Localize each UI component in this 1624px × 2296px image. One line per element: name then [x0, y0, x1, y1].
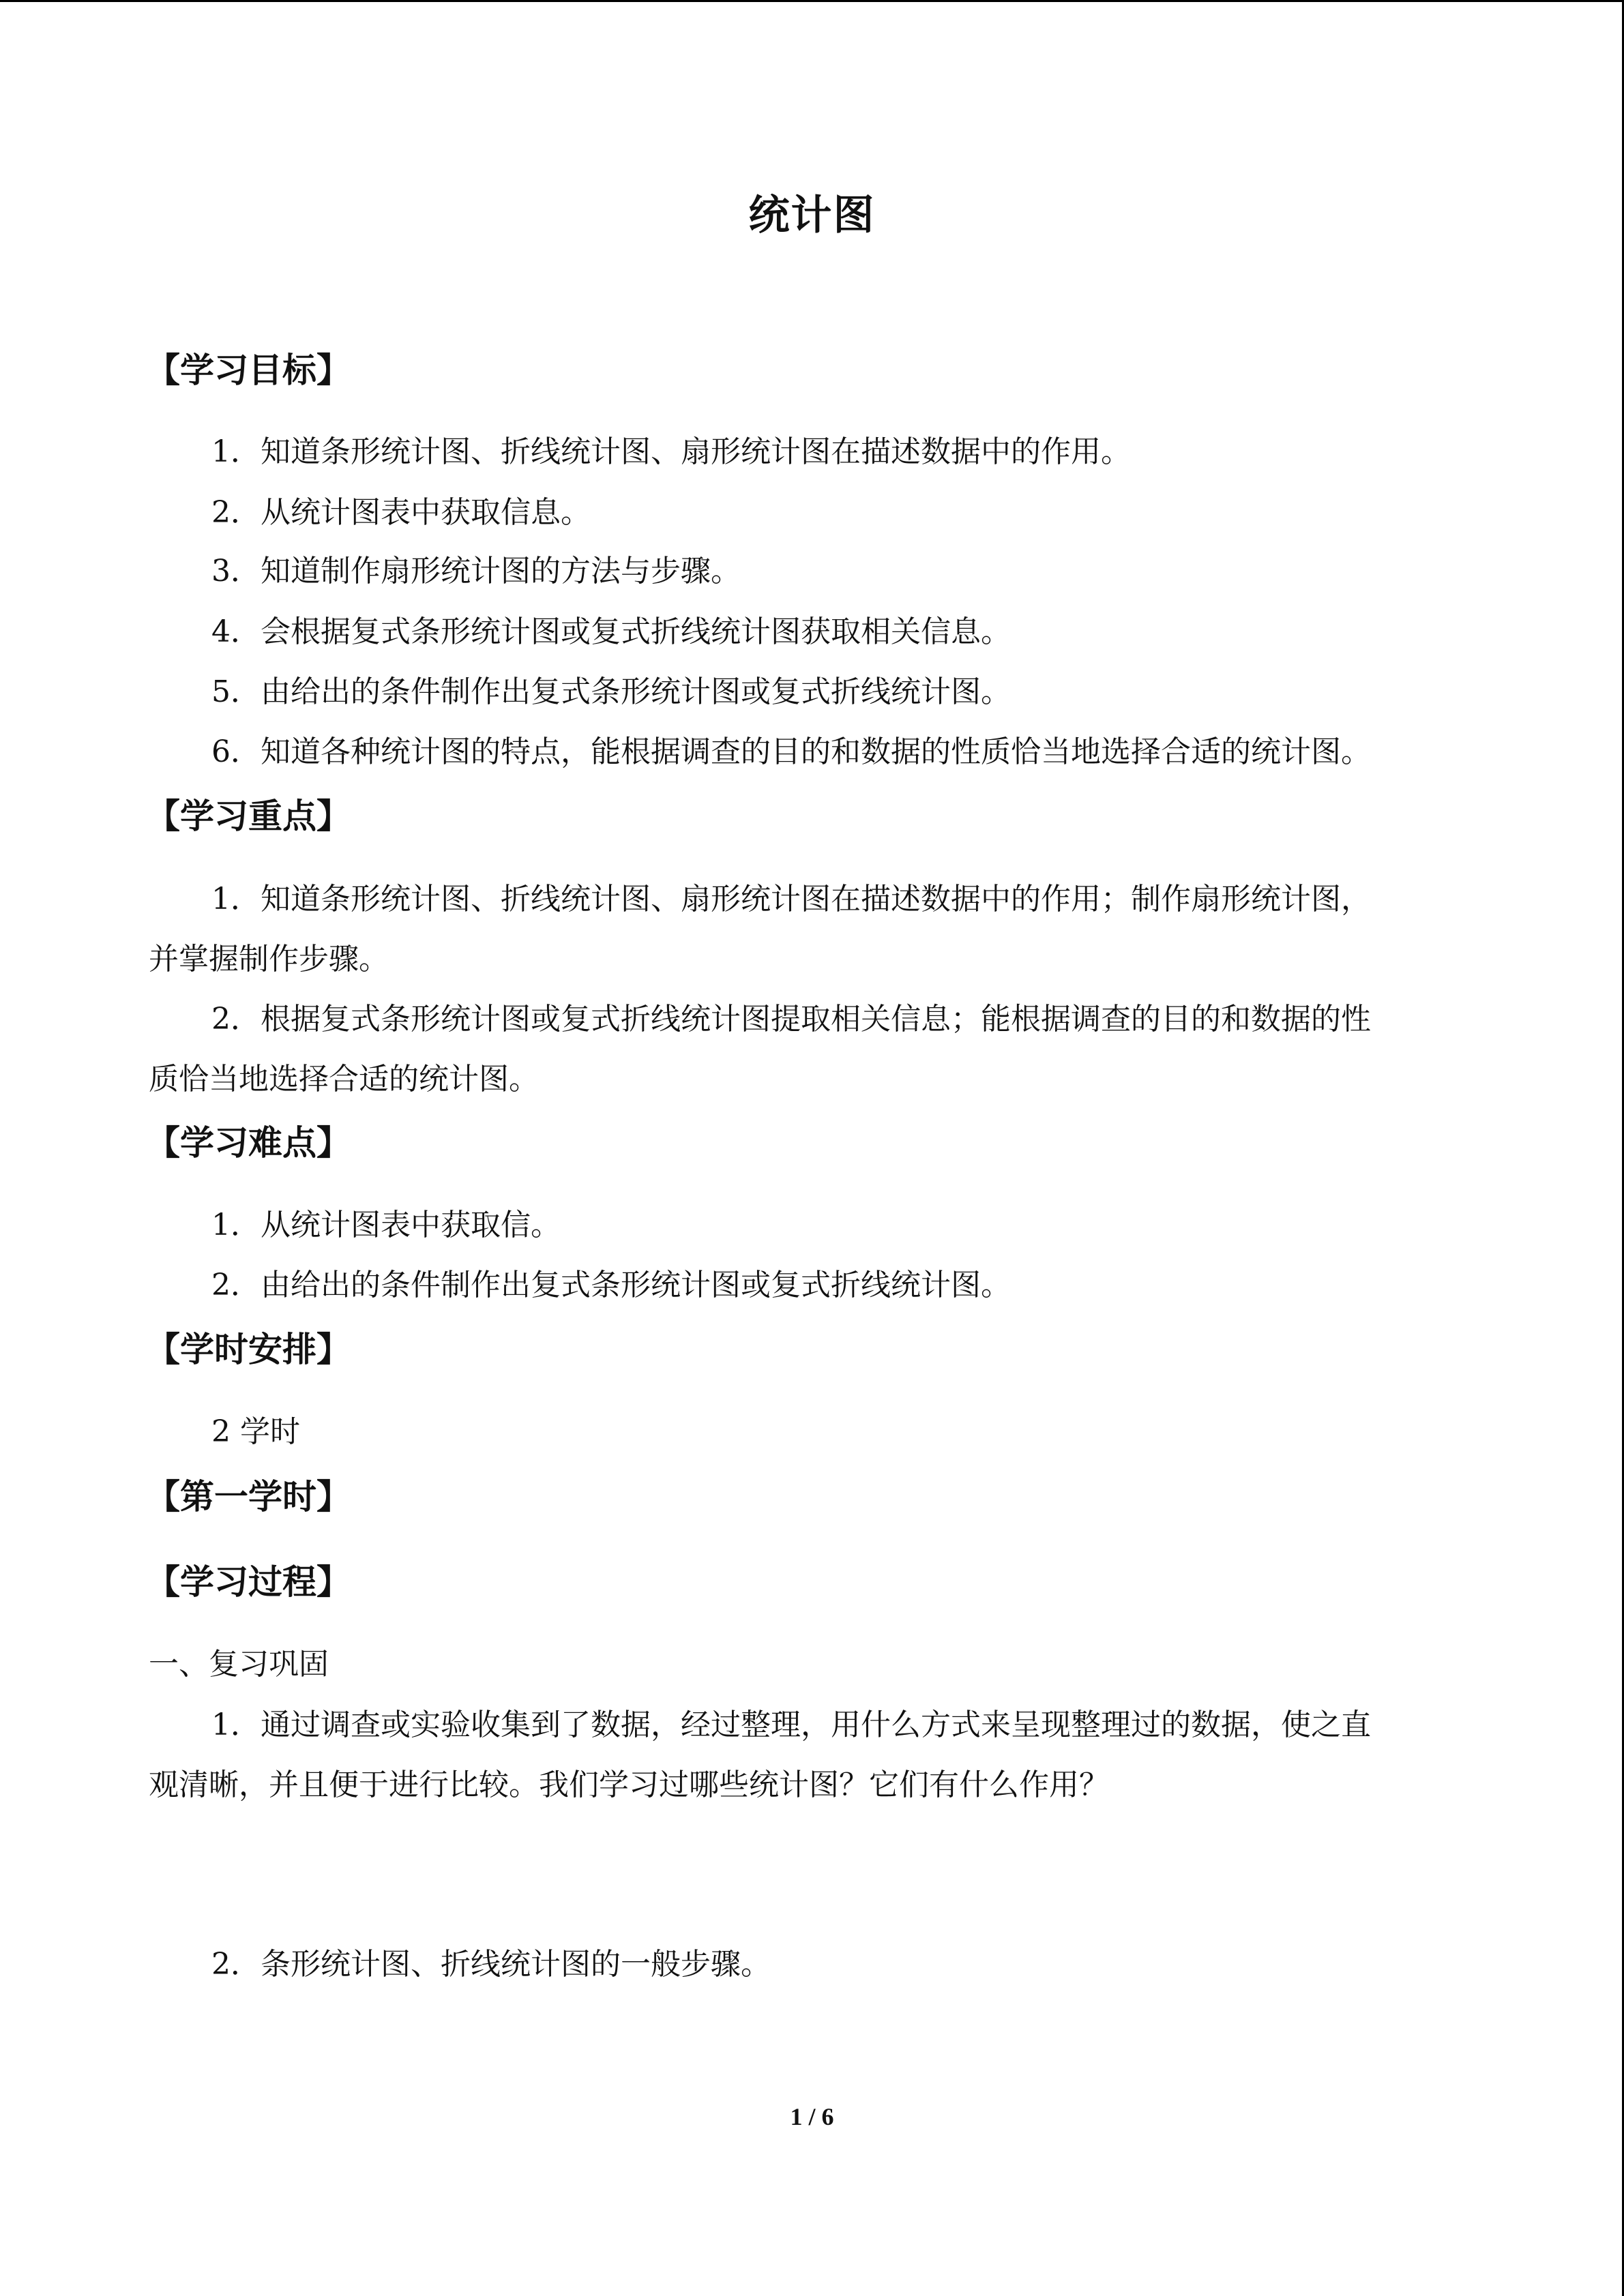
goal-item-1: 1．知道条形统计图、折线统计图、扇形统计图在描述数据中的作用。 [211, 434, 1131, 469]
key-point-1-line-1: 1．知道条形统计图、折线统计图、扇形统计图在描述数据中的作用；制作扇形统计图， [211, 882, 1371, 916]
difficulty-item-1: 1．从统计图表中获取信。 [211, 1208, 561, 1242]
heading-learning-process: 【学习过程】 [146, 1562, 351, 1602]
key-point-2-line-1: 2．根据复式条形统计图或复式折线统计图提取相关信息；能根据调查的目的和数据的性 [211, 1002, 1371, 1037]
key-point-1-line-2: 并掌握制作步骤。 [149, 942, 389, 976]
schedule-text: 2 学时 [211, 1414, 300, 1449]
heading-learning-goals: 【学习目标】 [146, 351, 351, 390]
goal-item-2: 2．从统计图表中获取信息。 [211, 495, 591, 530]
goal-item-4: 4．会根据复式条形统计图或复式折线统计图获取相关信息。 [211, 614, 1011, 649]
difficulty-item-2: 2．由给出的条件制作出复式条形统计图或复式折线统计图。 [211, 1268, 1011, 1302]
review-question-2: 2．条形统计图、折线统计图的一般步骤。 [211, 1947, 771, 1982]
review-section-title: 一、复习巩固 [149, 1647, 329, 1682]
goal-item-3: 3．知道制作扇形统计图的方法与步骤。 [211, 554, 741, 588]
goal-item-5: 5．由给出的条件制作出复式条形统计图或复式折线统计图。 [211, 674, 1011, 709]
goal-item-6: 6．知道各种统计图的特点，能根据调查的目的和数据的性质恰当地选择合适的统计图。 [211, 734, 1371, 769]
heading-schedule: 【学时安排】 [146, 1330, 351, 1369]
document-title: 统计图 [748, 192, 876, 239]
heading-difficulties: 【学习难点】 [146, 1123, 351, 1163]
review-question-1-line-2: 观清晰，并且便于进行比较。我们学习过哪些统计图？它们有什么作用？ [149, 1768, 1109, 1802]
heading-key-points: 【学习重点】 [146, 796, 351, 836]
heading-first-period: 【第一学时】 [146, 1477, 351, 1517]
key-point-2-line-2: 质恰当地选择合适的统计图。 [149, 1062, 539, 1097]
review-question-1-line-1: 1．通过调查或实验收集到了数据，经过整理，用什么方式来呈现整理过的数据，使之直 [211, 1708, 1371, 1742]
page-number: 1 / 6 [790, 2103, 834, 2130]
